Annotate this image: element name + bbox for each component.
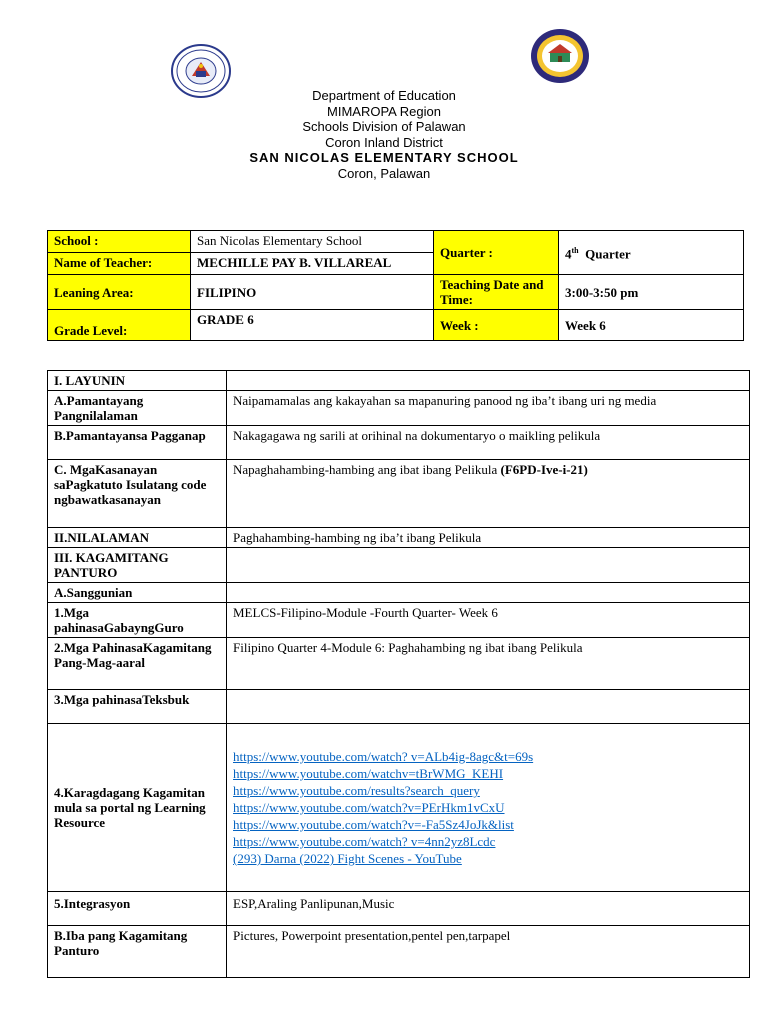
school-seal-logo [529,28,591,84]
pamantayang-pangnilalaman-value: Naipamamalas ang kakayahan sa mapanuring panood ng iba’t ibang uri ng media [227,391,750,426]
quarter-label: Quarter : [434,231,559,275]
school-value: San Nicolas Elementary School [191,231,434,253]
sanggunian-label: A.Sanggunian [48,583,227,603]
nilalaman-value: Paghahambing-hambing ng iba’t ibang Pelikula [227,528,750,548]
layunin-value [227,371,750,391]
date-label: Teaching Date and Time: [434,275,559,310]
pamantayan-pagganap-value: Nakagagawa ng sarili at orihinal na dokumentaryo o maikling pelikula [227,426,750,460]
kagamitang-mag-aaral-value: Filipino Quarter 4-Module 6: Paghahambing ng ibat ibang Pelikula [227,638,750,690]
integrasyon-label: 5.Integrasyon [48,892,227,926]
karagdagang-kagamitan-label: 4.Karagdagang Kagamitan mula sa portal ng Learning Resource [48,724,227,892]
resource-link[interactable]: https://www.youtube.com/watch? v=ALb4ig-8agc&t=69s [233,749,534,764]
kasanayan-code: (F6PD-Ive-i-21) [500,462,588,477]
lesson-plan-table [47,370,750,978]
iba-pang-kagamitan-label: B.Iba pang Kagamitang Panturo [48,926,227,978]
quarter-number: 4 [565,246,572,262]
kagamitang-panturo-value [227,548,750,583]
kasanayan-text: Napaghahambing-hambing ang ibat ibang Pelikula [233,462,498,477]
sanggunian-value [227,583,750,603]
header-region: MIMAROPA Region [327,103,441,119]
nilalaman-label: II.NILALAMAN [48,528,227,548]
pamantayan-pagganap-label: B.Pamantayansa Pagganap [48,426,227,460]
kagamitang-panturo-label: III. KAGAMITANG PANTURO [48,548,227,583]
quarter-value [559,231,744,275]
resource-link[interactable]: https://www.youtube.com/results?search_query [233,783,480,798]
date-value: 3:00-3:50 pm [559,275,744,310]
gabay-guro-label: 1.Mga pahinasaGabayngGuro [48,603,227,638]
resource-link[interactable]: https://www.youtube.com/watch? v=4nn2yz8Lcdc [233,834,496,849]
iba-pang-kagamitan-value: Pictures, Powerpoint presentation,pentel pen,tarpapel [227,926,750,978]
resource-link[interactable]: (293) Darna (2022) Fight Scenes - YouTube [233,851,462,866]
layunin-label: I. LAYUNIN [48,371,227,391]
pamantayang-pangnilalaman-label: A.Pamantayang Pangnilalaman [48,391,227,426]
kasanayan-label: C. MgaKasanayan saPagkatuto Isulatang code ngbawatkasanayan [48,460,227,528]
header-district: Coron Inland District [325,134,443,150]
header-school-name: SAN NICOLAS ELEMENTARY SCHOOL [249,150,519,165]
resource-link[interactable]: https://www.youtube.com/watchv=tBrWMG_KEHI [233,766,504,781]
area-label: Leaning Area: [48,275,191,310]
teksbuk-value [227,690,750,724]
quarter-word: Quarter [585,246,631,262]
resource-link[interactable]: https://www.youtube.com/watch?v=PErHkm1vCxU [233,800,505,815]
kagamitang-mag-aaral-label: 2.Mga PahinasaKagamitang Pang-Mag-aaral [48,638,227,690]
resource-link[interactable]: https://www.youtube.com/watch?v=-Fa5Sz4JoJk&list [233,817,514,832]
header-division: Schools Division of Palawan [302,119,466,134]
integrasyon-value: ESP,Araling Panlipunan,Music [227,892,750,926]
school-label: School : [48,231,191,253]
grade-value: GRADE 6 [191,310,434,341]
gabay-guro-value: MELCS-Filipino-Module -Fourth Quarter- Week 6 [227,603,750,638]
header-location: Coron, Palawan [337,165,431,181]
week-value: Week 6 [559,310,744,341]
teacher-label: Name of Teacher: [48,253,191,275]
learning-resource-links [227,724,750,892]
info-table [47,230,744,341]
teksbuk-label: 3.Mga pahinasaTeksbuk [48,690,227,724]
grade-label: Grade Level: [48,310,191,341]
document-header [0,88,768,181]
teacher-value: MECHILLE PAY B. VILLAREAL [191,253,434,275]
header-department: Department of Education [312,88,456,103]
area-value: FILIPINO [191,275,434,310]
quarter-suffix: th [571,246,579,256]
week-label: Week : [434,310,559,341]
kasanayan-value [227,460,750,528]
